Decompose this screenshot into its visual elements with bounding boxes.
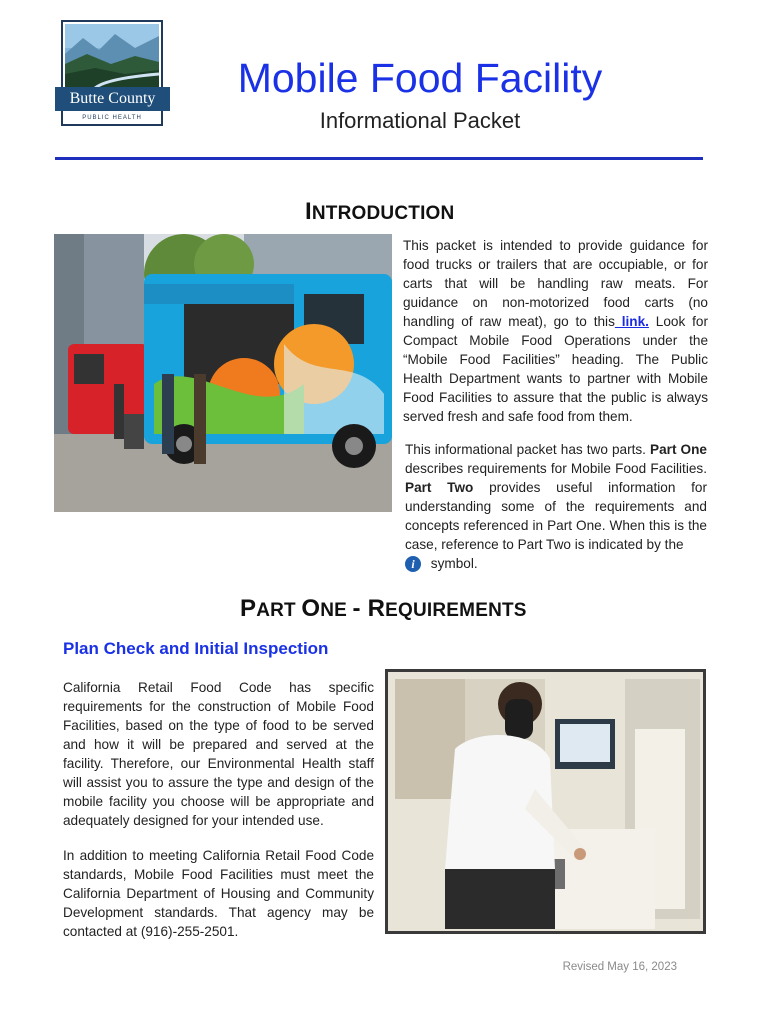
logo-department: PUBLIC HEALTH — [82, 115, 142, 121]
plan-check-heading: Plan Check and Initial Inspection — [63, 639, 329, 658]
intro-paragraph-1: This packet is intended to provide guidance for food trucks or trailers that are occupiable, or for carts that will be handling raw meats. For guidance on non-motorized food carts (no handling of raw meat), go to this link. Look for Compact Mobile Food Operations under the “Mobile Food Facilities” heading. The Public Health Department wants to partner with Mobile Food Facilities to assure that the public is always served fresh and safe food from them. — [403, 238, 708, 424]
plan-check-paragraph-2: In addition to meeting California Retail Food Code standards, Mobile Food Facilities must meet the California Department of Housing and Community Development standards. That agency may be contacted at (916)-255-2501. — [63, 848, 374, 939]
header-divider — [55, 157, 703, 160]
part-one-label: Part One — [650, 442, 707, 457]
info-icon: i — [405, 556, 421, 572]
page-subtitle: Informational Packet — [319, 108, 521, 133]
page-title: Mobile Food Facility — [237, 55, 603, 101]
inspector-photo — [385, 669, 706, 934]
intro-paragraph-2: This informational packet has two parts. Part One describes requirements for Mobile Food Facilities. Part Two provides useful information for understanding some of the requirements and concepts referenced in Part One. When this is the case, reference to Part Two is indicated by the i symbol. — [405, 442, 707, 572]
revision-date: Revised May 16, 2023 — [562, 961, 677, 973]
part-one-heading: PART ONE - REQUIREMENTS — [240, 595, 527, 622]
introduction-heading: INTRODUCTION — [305, 198, 455, 225]
food-truck-photo — [54, 234, 392, 512]
logo-county-name: Butte County — [55, 87, 170, 111]
plan-check-paragraph-1: California Retail Food Code has specific requirements for the construction of Mobile Food Facilities, based on the type of food to be served and how it will be prepared and served at the facility. Therefore, our Environmental Health staff will assist you to assure the type and design of the mobile facility you choose will be appropriate and adequately designed for your intended use. — [63, 680, 374, 828]
part-two-label: Part Two — [405, 480, 474, 495]
non-motorized-carts-link[interactable]: link. — [614, 314, 649, 329]
